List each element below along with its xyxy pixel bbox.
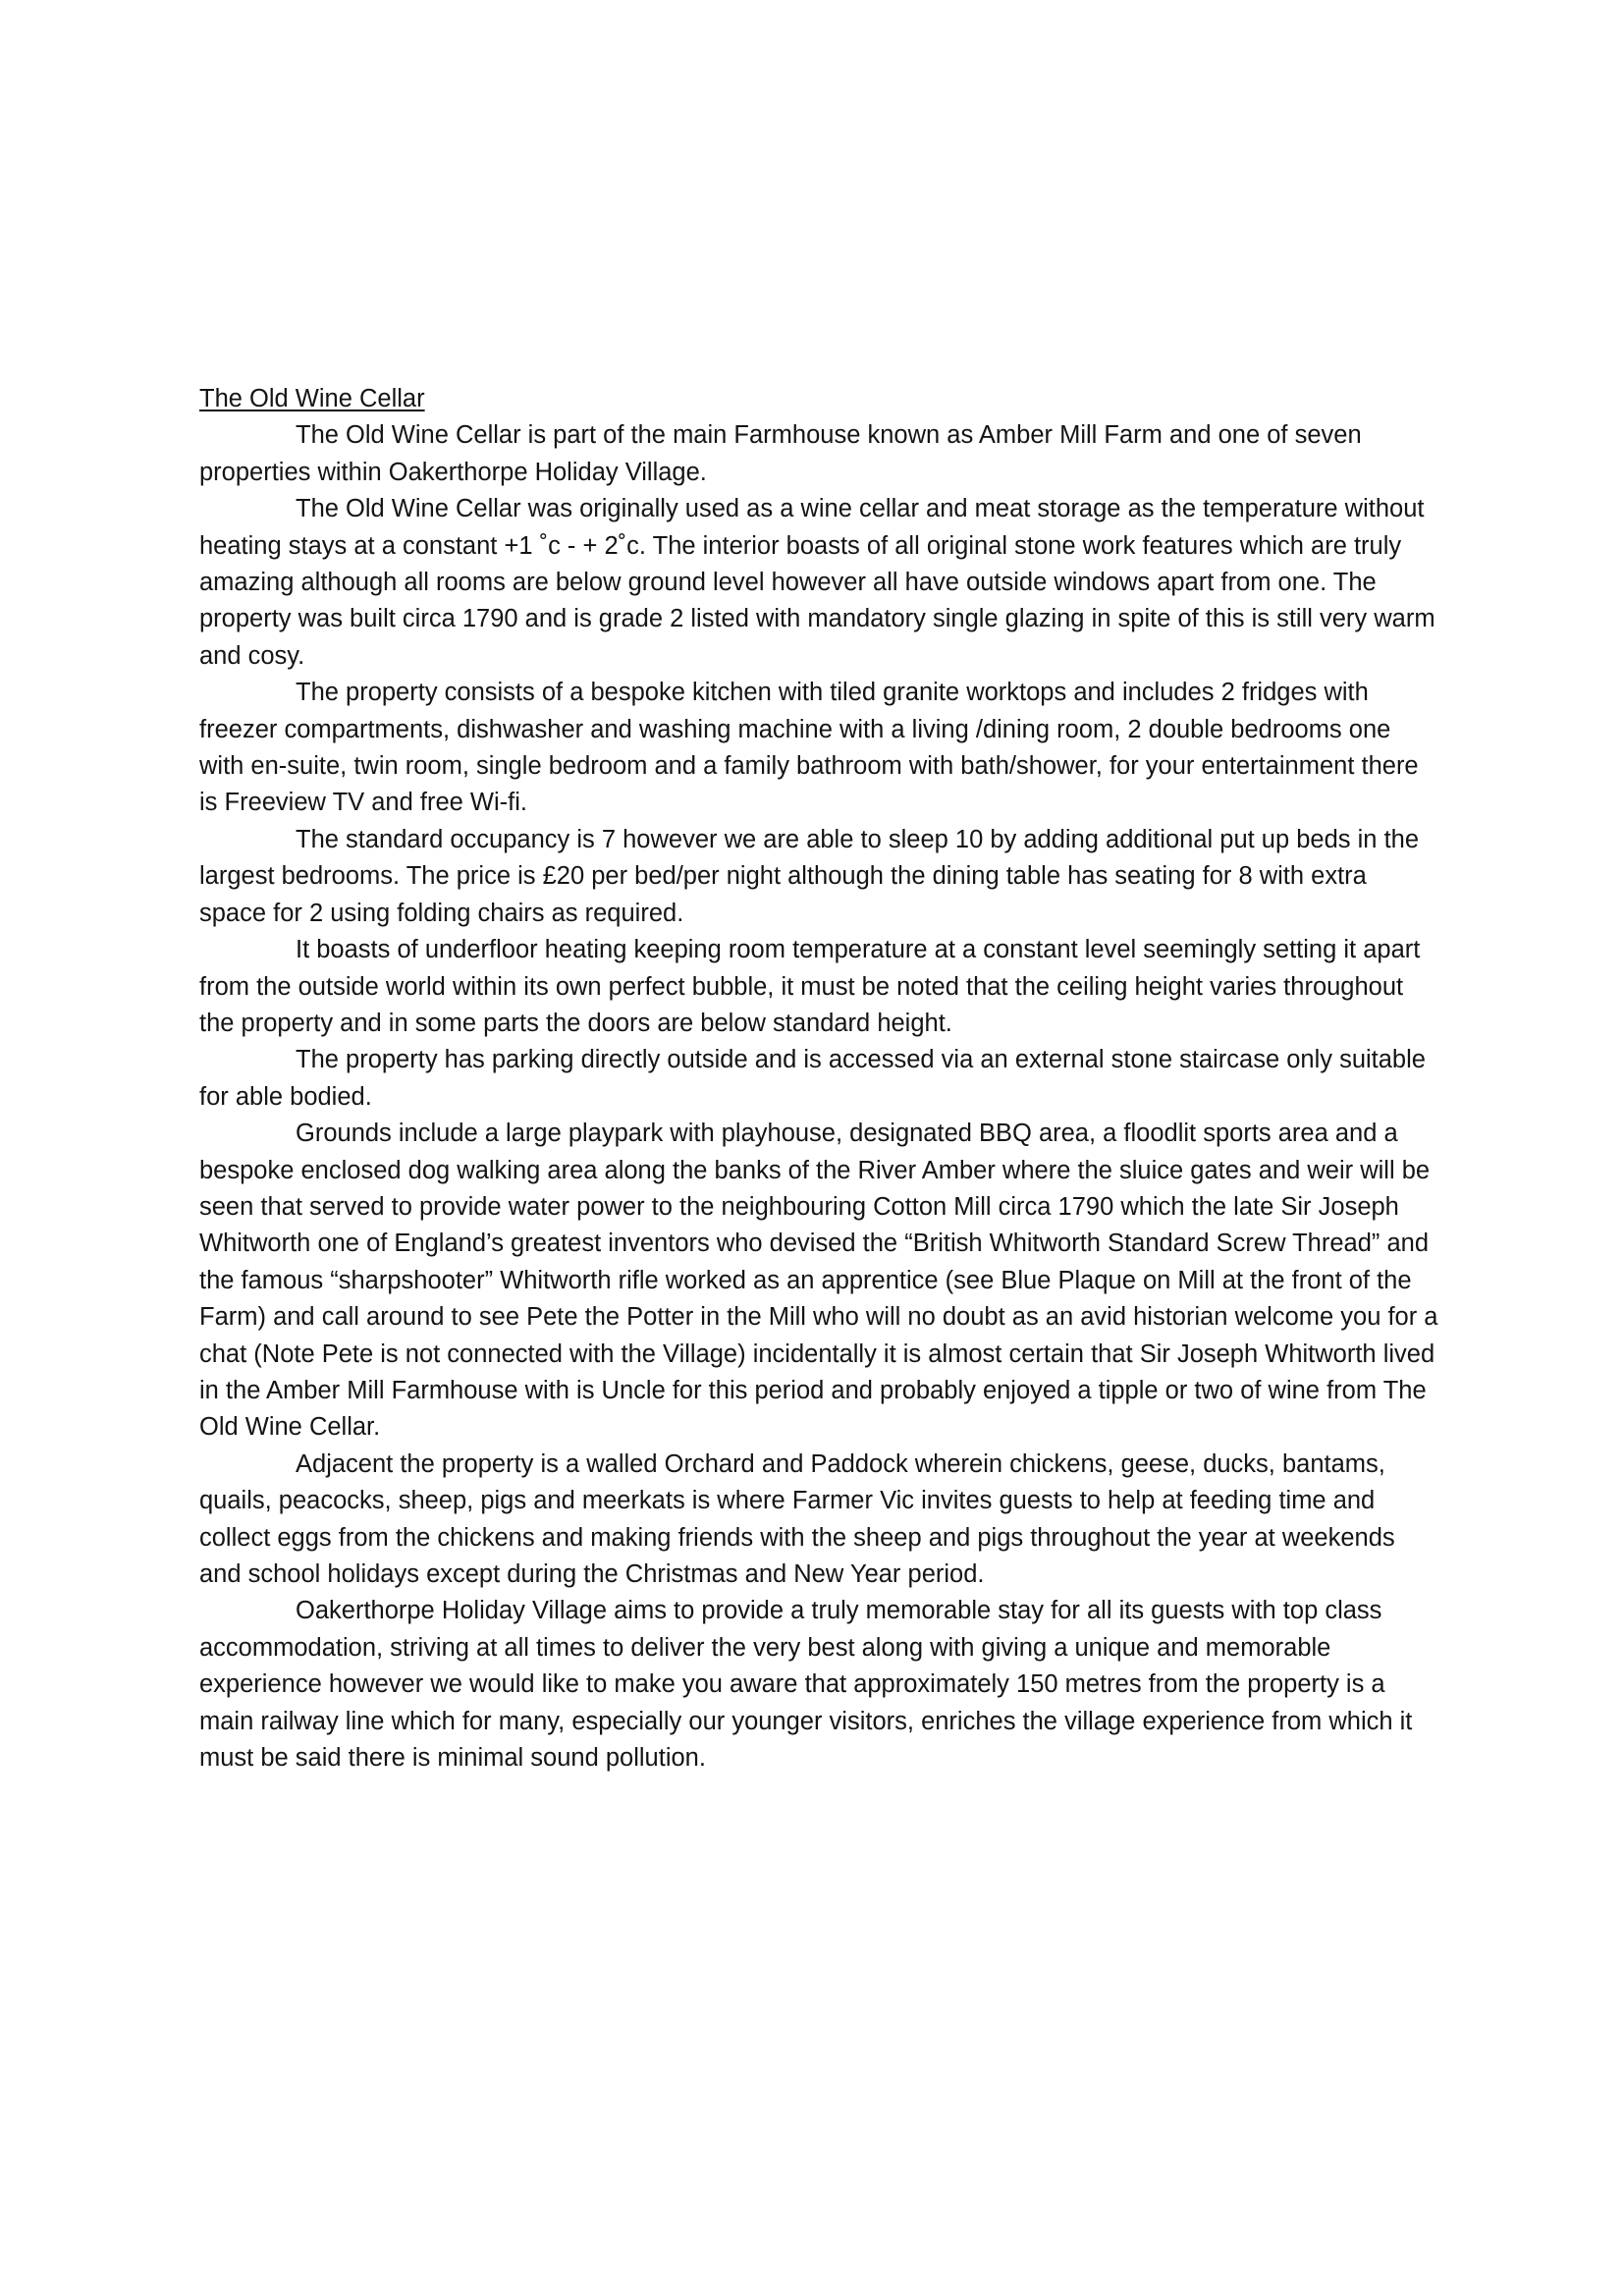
paragraph-occupancy: The standard occupancy is 7 however we are able to sleep 10 by adding additional put up beds in the largest bedrooms. The price is £20 per bed/per night although the dining table has seating for 8 with extra space for 2 using folding chairs as required.	[199, 825, 1420, 927]
document-title: The Old Wine Cellar	[199, 385, 425, 412]
paragraph-rooms: The property consists of a bespoke kitchen with tiled granite worktops and includes 2 fridges with freezer compartments, dishwasher and washing machine with a living /dining room, 2 double bedrooms one with en-suite, twin room, single bedroom and a family bathroom with bath/shower, for your entertainment there is Freeview TV and free Wi-fi.	[199, 679, 1419, 817]
paragraph-introduction: The Old Wine Cellar is part of the main Farmhouse known as Amber Mill Farm and one of seven properties within Oakerthorpe Holiday Village.	[199, 421, 1362, 486]
paragraph-history: The Old Wine Cellar was originally used as a wine cellar and meat storage as the temperature without heating stays at a constant +1 ˚c - + 2˚c. The interior boasts of all original stone work features which are truly amazing although all rooms are below ground level however all have outside windows apart from one. The property was built circa 1790 and is grade 2 listed with mandatory single glazing in spite of this is still very warm and cosy.	[199, 495, 1435, 670]
paragraph-heating: It boasts of underfloor heating keeping room temperature at a constant level seemingly setting it apart from the outside world within its own perfect bubble, it must be noted that the ceiling height varies throughout the property and in some parts the doors are below standard height.	[199, 936, 1421, 1037]
paragraph-orchard: Adjacent the property is a walled Orchard and Paddock wherein chickens, geese, ducks, bantams, quails, peacocks, sheep, pigs and meerkats is where Farmer Vic invites guests to help at feeding time and collect eggs from the chickens and making friends with the sheep and pigs throughout the year at weekends and school holidays except during the Christmas and New Year period.	[199, 1449, 1395, 1588]
document-body	[199, 381, 1438, 1777]
paragraph-grounds: Grounds include a large playpark with playhouse, designated BBQ area, a floodlit sports area and a bespoke enclosed dog walking area along the banks of the River Amber where the sluice gates and weir will be seen that served to provide water power to the neighbouring Cotton Mill circa 1790 which the late Sir Joseph Whitworth one of England’s greatest inventors who devised the “British Whitworth Standard Screw Thread” and the famous “sharpshooter” Whitworth rifle worked as an apprentice (see Blue Plaque on Mill at the front of the Farm) and call around to see Pete the Potter in the Mill who will no doubt as an avid historian welcome you for a chat (Note Pete is not connected with the Village) incidentally it is almost certain that Sir Joseph Whitworth lived in the Amber Mill Farmhouse with is Uncle for this period and probably enjoyed a tipple or two of wine from The Old Wine Cellar.	[199, 1120, 1438, 1442]
paragraph-railway-notice: Oakerthorpe Holiday Village aims to provide a truly memorable stay for all its guests with top class accommodation, striving at all times to deliver the very best along with giving a unique and memorable experience however we would like to make you aware that approximately 150 metres from the property is a main railway line which for many, especially our younger visitors, enriches the village experience from which it must be said there is minimal sound pollution.	[199, 1597, 1413, 1773]
paragraph-parking: The property has parking directly outside and is accessed via an external stone staircase only suitable for able bodied.	[199, 1046, 1426, 1111]
